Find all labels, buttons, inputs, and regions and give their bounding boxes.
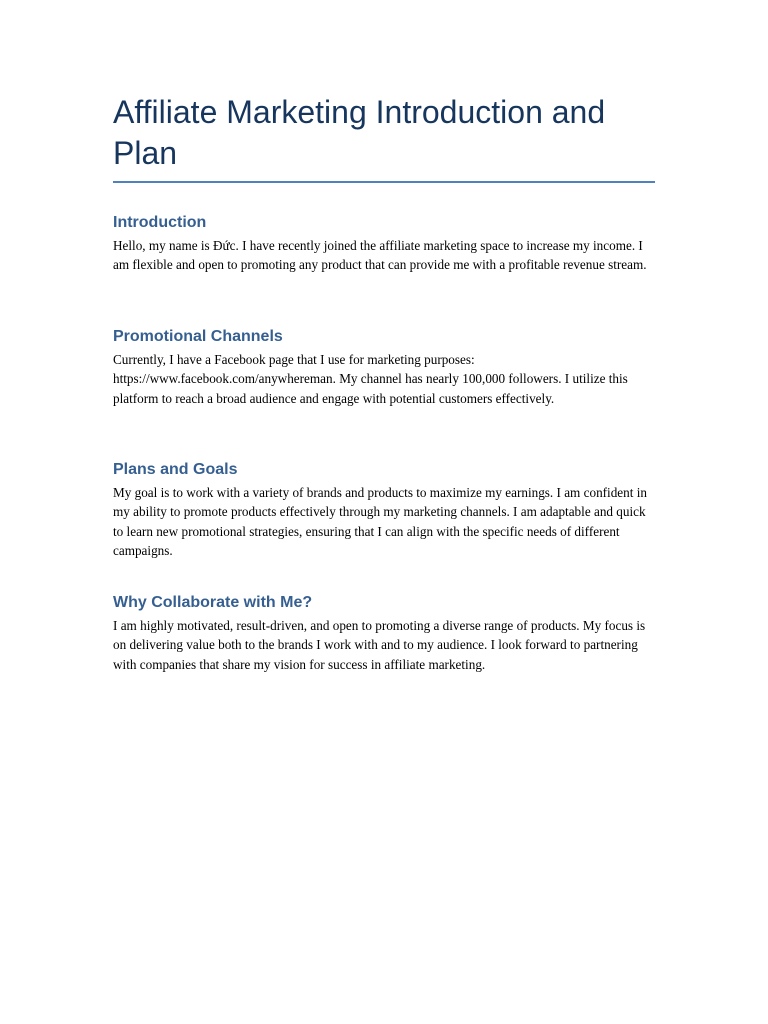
section-promotional-channels [113,327,656,408]
document-title: Affiliate Marketing Introduction and Plan [113,94,606,171]
section-heading: Promotional Channels [113,328,283,345]
section-heading: Plans and Goals [113,461,238,478]
section-heading: Why Collaborate with Me? [113,594,313,611]
title-divider [113,181,655,183]
document-page [113,92,656,672]
section-plans-and-goals [113,460,656,561]
section-heading: Introduction [113,214,207,231]
section-body: Currently, I have a Facebook page that I use for marketing purposes: https://www.facebook.com/anywhereman. My channel has nearly 100,000 followers. I utilize this platform to reach a broad audience and engage with potential customers effectively. [113,352,628,406]
section-body: I am highly motivated, result-driven, and open to promoting a diverse range of products. My focus is on delivering value both to the brands I work with and to my audience. I look forward to partnering with companies that share my vision for success in affiliate marketing. [113,618,646,672]
section-body: Hello, my name is Đức. I have recently joined the affiliate marketing space to increase my income. I am flexible and open to promoting any product that can provide me with a profitable revenue stream. [113,238,647,273]
section-why-collaborate [113,593,656,674]
section-body: My goal is to work with a variety of brands and products to maximize my earnings. I am confident in my ability to promote products effectively through my marketing channels. I am adaptable and quick to learn new promotional strategies, ensuring that I can align with the specific needs of different campaigns. [113,485,647,559]
section-introduction [113,213,656,275]
